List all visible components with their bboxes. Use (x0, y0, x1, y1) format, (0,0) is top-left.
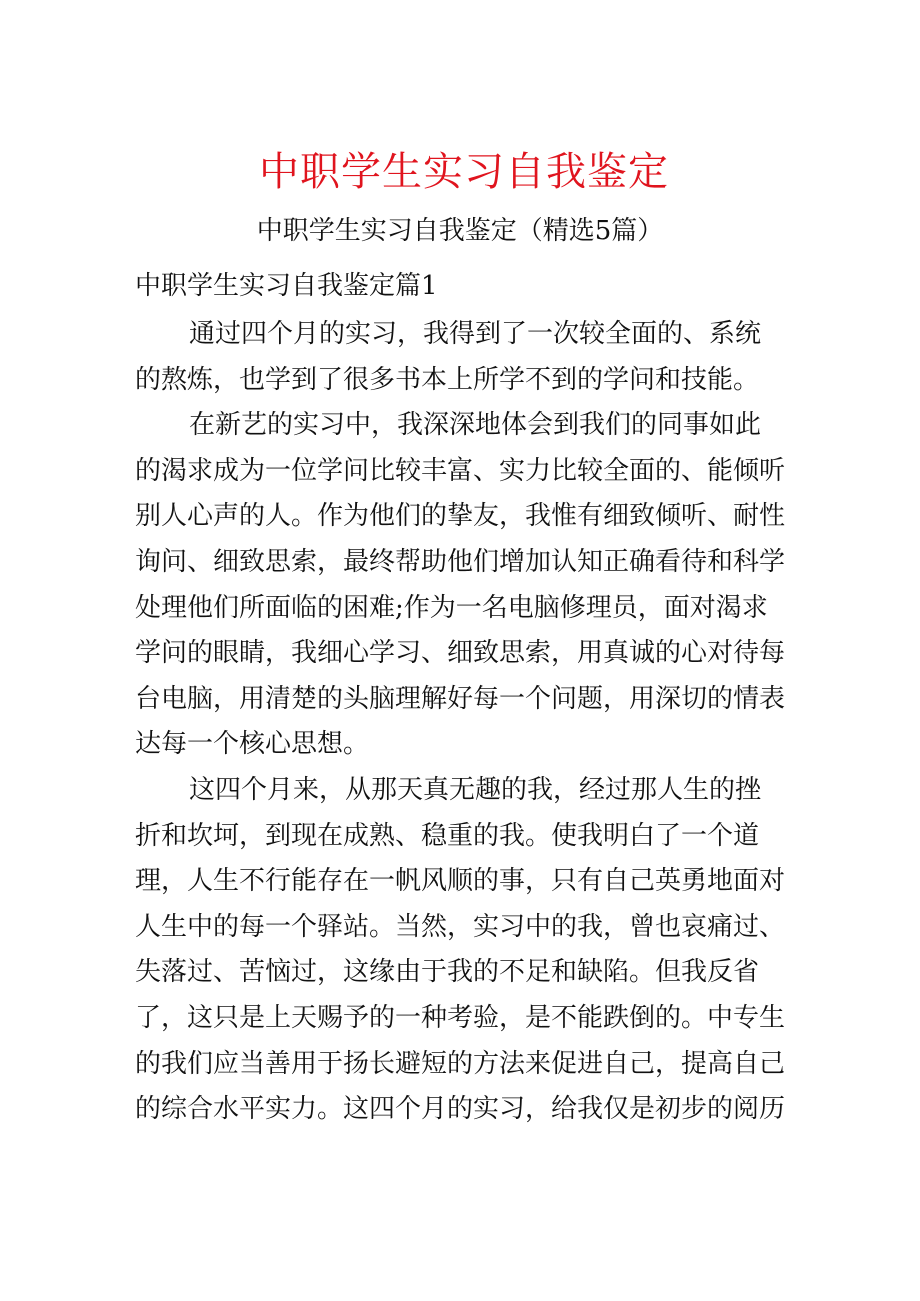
paragraph-line: 的渴求成为一位学问比较丰富、实力比较全面的、能倾听 (135, 455, 786, 486)
paragraph-line: 通过四个月的实习，我得到了一次较全面的、系统 (189, 319, 762, 349)
paragraph-line: 别人心声的人。作为他们的挚友，我惟有细致倾听、耐性 (135, 501, 786, 532)
paragraph-line: 的熬炼，也学到了很多书本上所学不到的学问和技能。 (135, 364, 760, 395)
paragraph-line: 理，人生不行能存在一帆风顺的事，只有自己英勇地面对 (135, 866, 786, 897)
paragraph-line: 失落过、苦恼过，这缘由于我的不足和缺陷。但我反省 (135, 957, 760, 988)
paragraph (135, 312, 795, 403)
document-body (135, 312, 795, 1133)
document-subtitle: 中职学生实习自我鉴定（精选5篇） (256, 216, 664, 246)
paragraph-line: 处理他们所面临的困难;作为一名电脑修理员，面对渴求 (135, 592, 768, 623)
paragraph-line: 折和坎坷，到现在成熟、稳重的我。使我明白了一个道 (135, 820, 760, 851)
paragraph-line: 了，这只是上天赐予的一种考验，是不能跌倒的。中专生 (135, 1002, 786, 1033)
paragraph-line: 这四个月来，从那天真无趣的我，经过那人生的挫 (189, 774, 762, 805)
paragraph-line: 达每一个核心思想。 (135, 729, 370, 760)
paragraph (135, 768, 795, 1133)
paragraph-line: 的我们应当善用于扬长避短的方法来促进自己，提高自己 (135, 1048, 786, 1079)
paragraph-line: 人生中的每一个驿站。当然，实习中的我，曾也哀痛过、 (135, 911, 786, 942)
paragraph-line: 学问的眼睛，我细心学习、细致思索，用真诚的心对待每 (135, 638, 786, 669)
paragraph-line: 台电脑，用清楚的头脑理解好每一个问题，用深切的情表 (135, 683, 786, 714)
paragraph-line: 在新艺的实习中，我深深地体会到我们的同事如此 (189, 410, 762, 441)
paragraph-line: 的综合水平实力。这四个月的实习，给我仅是初步的阅历 (135, 1094, 786, 1125)
paragraph (135, 403, 795, 768)
document-title: 中职学生实习自我鉴定 (259, 149, 669, 195)
paragraph-line: 询问、细致思索，最终帮助他们增加认知正确看待和科学 (135, 546, 786, 577)
section-heading: 中职学生实习自我鉴定篇1 (135, 271, 438, 301)
